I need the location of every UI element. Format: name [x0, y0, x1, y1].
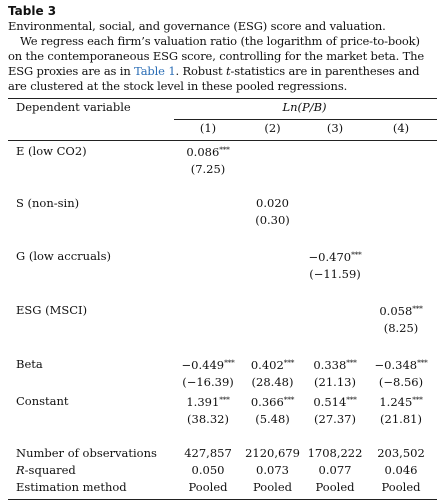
column-header: (2) [264, 121, 281, 135]
observations-label: Number of observations [16, 446, 157, 460]
tstat-row [8, 320, 435, 337]
tstat-cell [242, 266, 303, 283]
tstat-cell: (28.48) [251, 375, 294, 389]
tstat-cell: (0.30) [255, 213, 290, 227]
estimation-method-row [8, 479, 435, 496]
coefficient-cell [367, 141, 435, 161]
coefficient-value: 0.402 [250, 358, 284, 372]
dependent-variable-value: Ln(P/B) [282, 100, 327, 114]
row-label: ESG (MSCI) [16, 302, 88, 317]
coefficient-cell [242, 354, 303, 374]
r-squared-value: 0.073 [256, 463, 289, 477]
table-label: Table 3 [8, 4, 57, 18]
tstat-cell: (38.32) [187, 412, 229, 426]
coefficient-cell [303, 391, 367, 411]
significance-stars: *** [283, 358, 295, 367]
coefficient-cell [242, 300, 303, 320]
column-header-table [8, 120, 435, 137]
coefficient-cell [174, 354, 242, 374]
estimation-method-value: Pooled [253, 480, 292, 494]
row-label: G (low accruals) [16, 248, 111, 263]
observations-value: 1708,222 [307, 446, 363, 460]
row-label: S (non-sin) [16, 196, 80, 210]
coefficient-value: 0.058 [379, 304, 413, 318]
tstat-cell [303, 161, 367, 178]
tstat-cell: (−8.56) [378, 375, 424, 389]
coefficient-cell [303, 195, 367, 212]
coefficient-cell [303, 354, 367, 374]
tstat-cell [174, 212, 242, 229]
coefficient-row [8, 141, 435, 161]
tstat-cell [174, 320, 242, 337]
coefficient-cell [242, 141, 303, 161]
tstat-cell [174, 266, 242, 283]
significance-stars: *** [224, 358, 235, 367]
significance-stars: *** [346, 395, 357, 404]
observations-value: 203,502 [377, 446, 425, 460]
row-label: Beta [16, 356, 43, 371]
tstat-row [8, 411, 435, 428]
coefficient-value: −0.470 [308, 250, 352, 264]
column-header: (3) [326, 121, 344, 135]
significance-stars: *** [346, 358, 357, 367]
coefficient-value: 0.086 [186, 145, 220, 159]
table-title: Environmental, social, and governance (ESG) score and valuation. [8, 19, 386, 33]
row-e-low-co2 [8, 141, 435, 178]
row-constant [8, 391, 435, 428]
row-s-non-sin [8, 195, 435, 229]
tstat-row [8, 266, 435, 283]
row-g-low-accruals [8, 246, 435, 283]
significance-stars: *** [412, 304, 423, 313]
tstat-cell [242, 320, 303, 337]
coefficient-cell [242, 391, 303, 411]
coefficient-cell [303, 141, 367, 161]
coefficient-cell [242, 246, 303, 266]
tstat-cell [303, 212, 367, 229]
tstat-cell: (7.25) [190, 162, 226, 176]
coefficient-value: 0.338 [313, 358, 347, 372]
coefficient-cell [242, 195, 303, 212]
coefficient-cell [303, 300, 367, 320]
coefficient-row [8, 391, 435, 411]
coefficient-value: −0.348 [374, 358, 418, 372]
results-table [8, 99, 435, 116]
tstat-cell: (27.37) [314, 412, 356, 426]
column-number-row [8, 120, 435, 137]
coefficient-row [8, 246, 435, 266]
r-squared-value: 0.046 [384, 463, 418, 477]
tstat-cell: (−16.39) [182, 375, 234, 389]
significance-stars: *** [219, 145, 230, 154]
significance-stars: *** [412, 395, 423, 404]
coefficient-value: −0.449 [181, 358, 225, 372]
table-caption [8, 19, 437, 94]
tstat-row [8, 161, 435, 178]
r-squared-row [8, 462, 435, 479]
coefficient-cell [303, 246, 367, 266]
coefficient-row [8, 300, 435, 320]
tstat-cell [303, 320, 367, 337]
r-squared-label: R-squared [16, 463, 76, 477]
coefficient-cell [367, 300, 435, 320]
coefficient-cell [174, 195, 242, 212]
estimation-method-label: Estimation method [16, 480, 127, 494]
table-1-link[interactable]: Table 1 [134, 64, 176, 78]
estimation-method-value: Pooled [188, 480, 228, 494]
coefficient-value: 1.245 [379, 395, 413, 409]
coefficient-row [8, 354, 435, 374]
significance-stars: *** [283, 395, 295, 404]
observations-value: 2120,679 [245, 446, 300, 460]
tstat-cell: (−11.59) [309, 267, 361, 281]
tstat-cell: (21.81) [380, 412, 422, 426]
coefficient-cell [367, 354, 435, 374]
tstat-cell [367, 212, 435, 229]
tstat-cell: (5.48) [255, 412, 290, 426]
coefficient-cell [174, 141, 242, 161]
tstat-row [8, 374, 435, 391]
column-header: (1) [199, 121, 217, 135]
estimation-method-value: Pooled [381, 480, 421, 494]
tstat-cell: (8.25) [383, 321, 419, 335]
significance-stars: *** [351, 250, 362, 259]
tstat-cell: (21.13) [314, 375, 356, 389]
coefficient-value: 0.514 [313, 395, 347, 409]
significance-stars: *** [219, 395, 230, 404]
coefficient-value: 0.366 [250, 395, 284, 409]
header-row [8, 99, 435, 116]
dependent-variable-label: Dependent variable [16, 100, 131, 114]
row-label: E (low CO2) [16, 143, 87, 158]
r-squared-value: 0.077 [318, 463, 352, 477]
coefficient-cell [174, 391, 242, 411]
coefficient-value: 0.020 [256, 196, 289, 210]
coefficient-cell [174, 246, 242, 266]
coefficient-row [8, 195, 435, 212]
estimation-method-value: Pooled [315, 480, 355, 494]
significance-stars: *** [417, 358, 428, 367]
coefficient-cell [367, 195, 435, 212]
tstat-row [8, 212, 435, 229]
tstat-cell [242, 161, 303, 178]
row-beta [8, 354, 435, 391]
coefficient-value: 1.391 [186, 395, 220, 409]
observations-value: 427,857 [184, 446, 232, 460]
observations-row [8, 445, 435, 462]
coefficient-table [8, 141, 435, 496]
tstat-cell [367, 266, 435, 283]
row-label: Constant [16, 393, 69, 408]
column-header: (4) [392, 121, 410, 135]
coefficient-cell [367, 246, 435, 266]
r-squared-value: 0.050 [191, 463, 225, 477]
row-esg-msci [8, 300, 435, 337]
coefficient-cell [367, 391, 435, 411]
coefficient-cell [174, 300, 242, 320]
tstat-cell [367, 161, 435, 178]
table-description: We regress each firm’s valuation ratio (the logarithm of price-to-book) on the contemporaneous ESG score, controlling for the market beta. The ESG proxies are as in Table 1. Robust t-statistics are in parentheses and are clustered at the stock level in these pooled regressions. [8, 34, 425, 93]
